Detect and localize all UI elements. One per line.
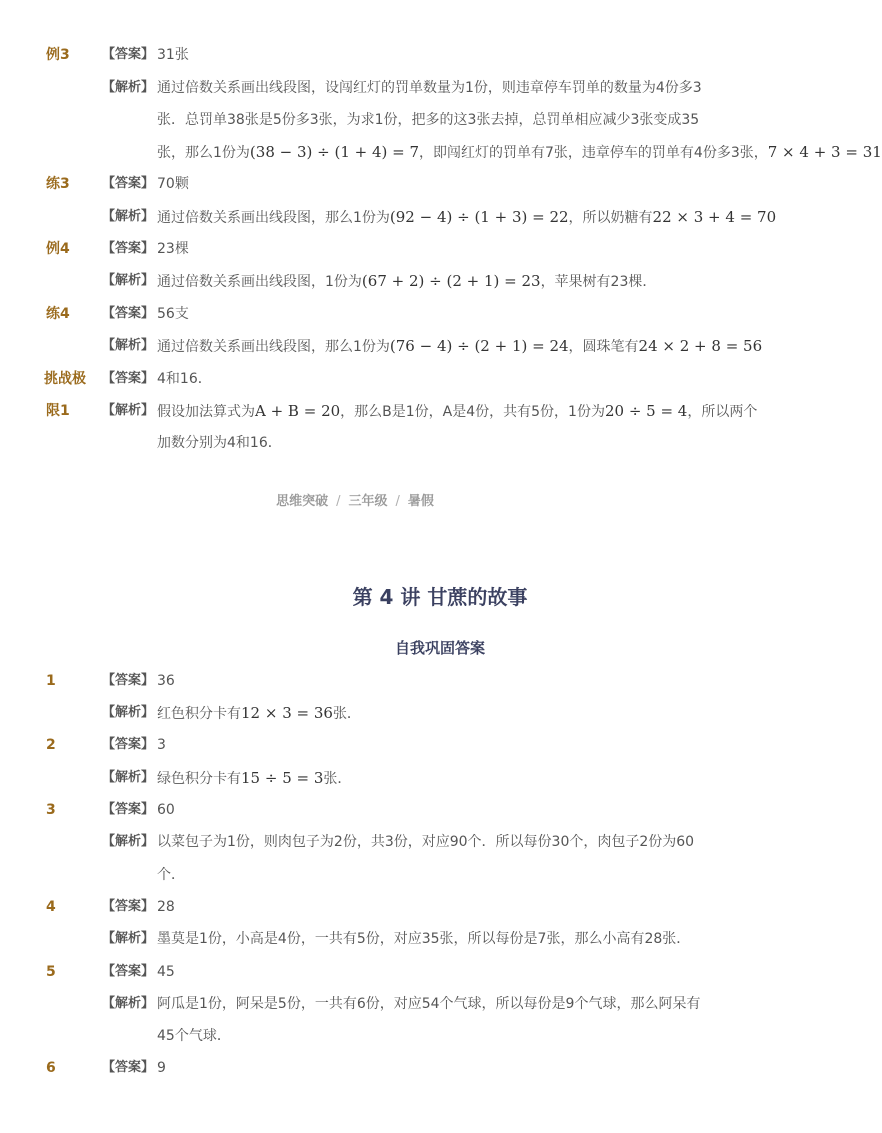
math-expression: 12 × 3 = 36 — [241, 704, 333, 722]
analysis-text: 以菜包子为1份，则肉包子为2份，共3份，对应90个．所以每份30个，肉包子2份为60 — [157, 834, 695, 850]
footer-term: 暑假 — [407, 494, 434, 509]
analysis-text: 加数分别为4和16． — [157, 435, 282, 451]
problem-number: 2 — [46, 737, 56, 753]
answer-text: 23棵 — [157, 241, 189, 257]
analysis-text: 红色积分卡有12 × 3 = 36张． — [157, 704, 361, 722]
math-expression: (67 + 2) ÷ (2 + 1) = 23 — [361, 272, 541, 290]
analysis-text: 阿瓜是1份，阿呆是5份，一共有6份，对应54个气球，所以每份是9个气球，那么阿呆有 — [157, 996, 701, 1012]
item-3-answer-row — [0, 798, 800, 822]
problem-number: 1 — [46, 673, 56, 689]
example-3-answer-row — [0, 43, 800, 67]
analysis-text: 通过倍数关系画出线段图，那么1份为(76 − 4) ÷ (2 + 1) = 24，圆珠笔有24 × 2 + 8 = 56 — [157, 337, 763, 355]
example-3-analysis-row — [0, 76, 800, 100]
analysis-text: 通过倍数关系画出线段图，设闯红灯的罚单数量为1份，则违章停车罚单的数量为4份多3 — [157, 80, 702, 96]
item-3-analysis-row — [0, 830, 800, 854]
lecture-title: 第 4 讲 甘蔗的故事 — [352, 585, 528, 609]
footer-grade: 三年级 — [348, 494, 388, 509]
answer-tag: 【答案】 — [102, 306, 155, 321]
answer-tag: 【答案】 — [102, 673, 155, 688]
analysis-tag: 【解析】 — [102, 770, 155, 785]
math-expression: 20 ÷ 5 = 4 — [604, 402, 688, 420]
practice-3-answer-row — [0, 172, 800, 196]
analysis-tag: 【解析】 — [102, 705, 155, 720]
answer-tag: 【答案】 — [102, 737, 155, 752]
item-4-answer-row — [0, 895, 800, 919]
math-expression: (76 − 4) ÷ (2 + 1) = 24 — [389, 337, 569, 355]
math-expression: A + B = 20 — [255, 402, 341, 420]
item-5-analysis-line — [0, 1024, 800, 1048]
analysis-tag: 【解析】 — [102, 80, 155, 95]
practice-4-answer-row — [0, 302, 800, 326]
example-3-analysis-line — [0, 140, 882, 164]
answer-text: 45 — [157, 964, 175, 980]
math-expression: 7 × 4 + 3 = 31 — [767, 143, 882, 161]
answer-tag: 【答案】 — [102, 1060, 155, 1075]
math-expression: 22 × 3 + 4 = 70 — [652, 208, 777, 226]
page-footer — [0, 490, 710, 514]
analysis-text: 45个气球． — [157, 1028, 231, 1044]
answer-tag: 【答案】 — [102, 47, 155, 62]
item-4-analysis-row — [0, 927, 800, 951]
example-4-answer-row — [0, 237, 800, 261]
problem-number: 例3 — [46, 47, 70, 63]
analysis-tag: 【解析】 — [102, 996, 155, 1011]
answer-tag: 【答案】 — [102, 241, 155, 256]
problem-number: 4 — [46, 899, 56, 915]
challenge-answer-row — [0, 367, 800, 391]
answer-text: 9 — [157, 1060, 166, 1076]
answer-text: 4和16． — [157, 371, 212, 387]
analysis-tag: 【解析】 — [102, 273, 155, 288]
answer-text: 28 — [157, 899, 175, 915]
item-2-analysis-row — [0, 766, 800, 790]
footer-series: 思维突破 — [276, 494, 329, 509]
math-expression: 15 ÷ 5 = 3 — [241, 769, 324, 787]
analysis-text: 绿色积分卡有15 ÷ 5 = 3张． — [157, 769, 352, 787]
item-2-answer-row — [0, 733, 800, 757]
answer-text: 70颗 — [157, 176, 189, 192]
problem-number: 挑战极 — [44, 371, 86, 387]
analysis-tag: 【解析】 — [102, 931, 155, 946]
example-4-analysis-row — [0, 269, 800, 293]
problem-number: 例4 — [46, 241, 70, 257]
practice-4-analysis-row — [0, 334, 800, 358]
example-3-analysis-line — [0, 108, 800, 132]
analysis-text: 通过倍数关系画出线段图，1份为(67 + 2) ÷ (2 + 1) = 23，苹果树有23棵． — [157, 272, 657, 290]
analysis-text: 墨莫是1份，小高是4份，一共有5份，对应35张，所以每份是7张，那么小高有28张． — [157, 931, 691, 947]
math-expression: (38 − 3) ÷ (1 + 4) = 7 — [249, 143, 420, 161]
analysis-text: 张．总罚单38张是5份多3张，为求1份，把多的这3张去掉，总罚单相应减少3张变成35 — [157, 112, 700, 128]
analysis-text: 个． — [157, 867, 185, 883]
item-5-answer-row — [0, 960, 800, 984]
answer-tag: 【答案】 — [102, 176, 155, 191]
answer-tag: 【答案】 — [102, 964, 155, 979]
item-1-analysis-row — [0, 701, 800, 725]
item-3-analysis-line — [0, 863, 800, 887]
footer-separator: / — [336, 494, 341, 509]
math-expression: (92 − 4) ÷ (1 + 3) = 22 — [389, 208, 569, 226]
challenge-analysis-row — [0, 399, 800, 423]
analysis-tag: 【解析】 — [102, 209, 155, 224]
problem-number: 练3 — [46, 176, 70, 192]
answer-text: 36 — [157, 673, 175, 689]
answer-text: 60 — [157, 802, 175, 818]
answer-tag: 【答案】 — [102, 371, 155, 386]
problem-number: 5 — [46, 964, 56, 980]
item-1-answer-row — [0, 669, 800, 693]
item-6-answer-row — [0, 1056, 800, 1080]
analysis-text: 通过倍数关系画出线段图，那么1份为(92 − 4) ÷ (1 + 3) = 22，所以奶糖有22 × 3 + 4 = 70 — [157, 208, 777, 226]
answer-text: 3 — [157, 737, 166, 753]
math-expression: 24 × 2 + 8 = 56 — [638, 337, 763, 355]
section-title: 自我巩固答案 — [394, 639, 485, 657]
answer-text: 31张 — [157, 47, 189, 63]
challenge-analysis-line — [0, 431, 800, 455]
answer-tag: 【答案】 — [102, 899, 155, 914]
problem-number: 6 — [46, 1060, 56, 1076]
analysis-text: 假设加法算式为A + B = 20，那么B是1份，A是4份，共有5份，1份为20 ÷ 5 = 4，所以两个 — [157, 402, 758, 420]
analysis-tag: 【解析】 — [102, 834, 155, 849]
problem-number: 3 — [46, 802, 56, 818]
answer-text: 56支 — [157, 306, 189, 322]
problem-number: 练4 — [46, 306, 70, 322]
analysis-text: 张，那么1份为(38 − 3) ÷ (1 + 4) = 7，即闯红灯的罚单有7张，违章停车的罚单有4份多3张，7 × 4 + 3 = 31 — [157, 143, 882, 161]
footer-separator: / — [395, 494, 400, 509]
answer-tag: 【答案】 — [102, 802, 155, 817]
item-5-analysis-row — [0, 992, 800, 1016]
analysis-tag: 【解析】 — [102, 338, 155, 353]
analysis-tag: 【解析】 — [102, 403, 155, 418]
problem-number: 限1 — [46, 403, 70, 419]
practice-3-analysis-row — [0, 205, 800, 229]
